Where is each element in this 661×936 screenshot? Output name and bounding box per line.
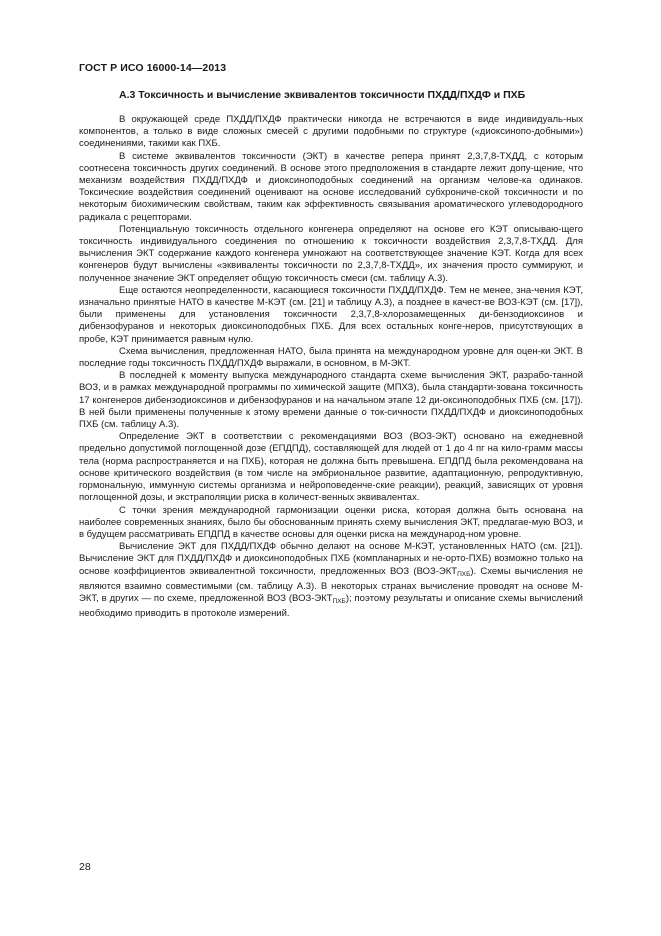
subscript: ПХБ <box>457 570 471 578</box>
subscript: ПХБ <box>332 597 346 605</box>
paragraph-last <box>79 541 583 620</box>
paragraph: С точки зрения международной гармонизации оценки риска, которая должна быть основана на наиболее современных знаниях, было бы обоснованным принять схему вычисления ЭКТ, предлагае-мую ВОЗ, и в будущем рассматривать ЕПДПД в качестве основы для оценки риска на международ-ном уровне. <box>79 504 583 540</box>
paragraph: Потенциальную токсичность отдельного конгенера определяют на основе его КЭТ описываю-щего токсичность индивидуального соединения по отношению к токсичности воздействия 2,3,7,8-ТХДД. Для вычисления ЭКТ содержание каждого конгенера умножают на соответствующее значение КЭТ. Когда для всех конгенеров будут вычислены «эквиваленты токсичности по 2,3,7,8-ТХДД», их значения просто суммируют, и полученное значение ЭКТ определяет общую токсичность смеси (см. таблицу А.3). <box>79 223 583 284</box>
paragraph: Определение ЭКТ в соответствии с рекомендациями ВОЗ (ВОЗ-ЭКТ) основано на ежедневной предельно допустимой поглощенной дозе (ЕПДПД), составляющей для людей от 1 до 4 пг на кило-грамм массы тела (норма распространяется и на ПХБ), которая не должна быть превышена. ЕПДПД была рекомендована на основе критического воздействия (в том числе на эмбриональное развитие, адаптационную, репродуктивную, гормональную, иммунную системы организма и нейроповеденче-ские реакции), реакций, зависящих от уровня поглощенной дозы, и экстраполяции риска в количест-венных эквивалентах. <box>79 431 583 504</box>
document-header: ГОСТ Р ИСО 16000-14—2013 <box>79 62 227 74</box>
section-heading: А.3 Токсичность и вычисление эквивалентов токсичности ПХДД/ПХДФ и ПХБ <box>119 89 526 101</box>
paragraph-text: Вычисление ЭКТ для ПХДД/ПХДФ обычно делают на основе М-КЭТ, установленных НАТО (см. [21]). Вычисление ЭКТ для ПХДД/ПХДФ и диоксиноподобных ПХБ (компланарных и не-орто-ПХБ) возможно только на основе коэффициентов эквивалентной токсичности, предложенных ВОЗ (ВОЗ-ЭКТ <box>79 541 583 577</box>
paragraph: В окружающей среде ПХДД/ПХДФ практически никогда не встречаются в виде индивидуаль-ных компонентов, а только в виде сложных смесей с другими подобными по структуре («диоксинопо-добными») соединениями, такими как ПХБ. <box>79 114 583 150</box>
paragraph: Еще остаются неопределенности, касающиеся токсичности ПХДД/ПХДФ. Тем не менее, зна-чения КЭТ, изначально принятые НАТО в качестве М-КЭТ (см. [21] и таблицу А.3), а позднее в качест-ве ВОЗ-КЭТ (см. [17]), были применены для установления токсичности 2,3,7,8-хлорозамещенных ди-бензодиоксинов и дибензофуранов и некоторых диоксиноподобных ПХБ. Для всех остальных конге-неров, присутствующих в пробе, КЭТ принимается равным нулю. <box>79 284 583 345</box>
paragraph: В последней к моменту выпуска международного стандарта схеме вычисления ЭКТ, разрабо-танной ВОЗ, и в рамках международной программы по химической защите (МПХЗ), была стандарти-зована токсичность 17 конгенеров дибензодиоксинов и дибензофуранов и на начальном этапе 12 ди-оксиноподобных ПХБ (см. [17]). В ней были применены полученные к этому времени данные о ток-сичности ПХДД/ПХДФ и диоксиноподобных ПХБ (см. таблицу А.3). <box>79 370 583 431</box>
paragraph-text: ); поэтому результаты и описание схемы вычислений необходимо приводить в протоколе измерений. <box>79 592 583 620</box>
body-text <box>79 114 583 620</box>
paragraph: Схема вычисления, предложенная НАТО, была принята на международном уровне для оцен-ки ЭКТ. В последние годы токсичность ПХДД/ПХДФ выражали, в основном, в М-ЭКТ. <box>79 345 583 370</box>
paragraph: В системе эквивалентов токсичности (ЭКТ) в качестве репера принят 2,3,7,8-ТХДД, с которым соотнесена токсичность других соединений. В основе этого предположения в стандарте лежит допу-щение, что механизм воздействия ПХДД/ПХДФ и диоксиноподобных соединений на организм челове-ка одинаков. Токсические воздействия соединений оценивают на основе исследований субхрониче-ской токсичности и по некоторым биохимическим свойствам, таким как эффективность связывания ароматического углеводородного радикала с рецепторами. <box>79 150 583 223</box>
page-number: 28 <box>79 861 91 873</box>
paragraph-text: ). Схемы вычисления не являются взаимно совместимыми (см. таблицу А.3). В некоторых странах вычисление проводят на основе М-ЭКТ, в других — по схеме, предложенной ВОЗ (ВОЗ-ЭКТ <box>79 565 583 604</box>
